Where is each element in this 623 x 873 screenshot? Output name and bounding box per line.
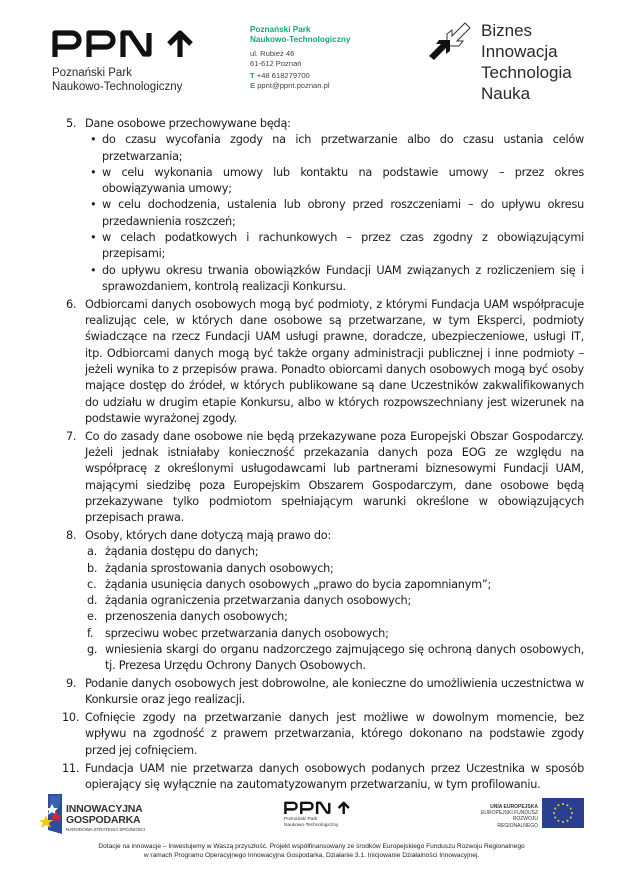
item-number: 10. — [62, 711, 80, 725]
phone-label: T — [250, 71, 255, 81]
contact-address — [250, 49, 350, 68]
rights-item — [85, 626, 584, 642]
rights-text: sprzeciwu wobec przetwarzania danych osobowych; — [105, 626, 389, 640]
rights-item — [85, 577, 584, 593]
ig-line1: INNOWACYJNA — [66, 803, 143, 815]
list-item-6 — [0, 297, 584, 427]
tagline-biznes: Biznes — [481, 21, 533, 40]
bullet-text: w celu dochodzenia, ustalenia lub obrony przed roszczeniami – do upływu okresu przedawnienia roszczeń; — [102, 198, 584, 228]
rights-label: b. — [87, 561, 98, 575]
bullet-icon: • — [90, 165, 97, 179]
bullet-item — [85, 263, 584, 296]
stars-flag-icon — [36, 794, 66, 836]
ppnt-small-sub2: Naukowo-Technologiczny — [284, 823, 339, 828]
phone-value: +48 618279700 — [256, 71, 310, 81]
item-text: Odbiorcami danych osobowych mogą być podmioty, z którymi Fundacja UAM współpracuje realizując cele, w których dane osobowe są przetwarzane, w tym Eksperci, podmioty świadczące na rzecz Fundacji UAM usługi prawne, doradcze, ubezpieczeniowe, usługi IT, itp. Odbiorcami danych mogą być także organy administracji publicznej i inne podmioty – jeżeli wynika to z przepisów prawa. Ponadto obiorcami danych osobowych mogą być osoby mające dostęp do źródeł, w których publikowane są dane Uczestników zakwalifikowanych do udziału w drugim etapie Konkursu, albo w których rozpowszechniany jest wizerunek na podstawie wyrażonej zgody. — [85, 297, 584, 425]
bullet-item — [85, 197, 584, 230]
item-number: 6. — [66, 297, 77, 311]
bullet-item — [85, 132, 584, 165]
logo-subtitle-line2: Naukowo-Technologiczny — [52, 81, 183, 93]
item-number: 9. — [66, 677, 77, 691]
contact-block — [250, 25, 350, 90]
item-text: Osoby, których dane dotyczą mają prawo do: — [85, 528, 331, 542]
bullet-icon: • — [90, 133, 97, 147]
rights-label: g. — [87, 643, 98, 656]
bullet-text: w celu wykonania umowy lub kontaktu na podstawie umowy – przez okres obowiązywania umowy; — [102, 165, 584, 196]
bullet-item — [85, 165, 584, 198]
item-number: 5. — [66, 117, 77, 130]
list-item-10 — [0, 710, 584, 759]
rights-text: żądania ograniczenia przetwarzania danych osobowych; — [105, 594, 411, 608]
bullet-text: do czasu wycofania zgody na ich przetwarzanie albo do czasu ustania celów przetwarzania; — [102, 133, 584, 163]
item-text: Fundacja UAM nie przetwarza danych osobowych podanych przez Uczestnika w sposób opierający się wyłącznie na zautomatyzowanym przetwarzaniu, w tym profilowaniu. — [85, 761, 584, 791]
eu-flag-icon — [542, 798, 584, 828]
list-item-9 — [0, 676, 584, 709]
contact-email — [250, 81, 350, 91]
list-item-7 — [0, 429, 584, 527]
tagline-technologia: Technologia — [481, 63, 572, 82]
bullet-list — [85, 132, 584, 295]
ppnt-logo-subtitle — [52, 66, 182, 94]
eu-logo-text — [478, 804, 538, 829]
email-label: E — [250, 80, 256, 90]
rights-label: e. — [87, 610, 98, 624]
tagline-nauka: Nauka — [481, 84, 531, 103]
rights-item — [85, 642, 584, 675]
item-number: 8. — [66, 528, 77, 542]
contact-org-line1: Poznański Park — [250, 25, 311, 34]
ppnt-small-subtitle — [284, 817, 338, 829]
list-item-8 — [0, 528, 584, 675]
contact-org — [250, 25, 350, 45]
funding-note-line1: Dotacje na innowacje – Inwestujemy w Waszą przyszłość. Projekt współfinansowany ze środków Europejskiego Funduszu Rozwoju Regionalnego — [98, 843, 525, 850]
contact-phone — [250, 71, 350, 81]
contact-org-line2: Naukowo-Technologiczny — [250, 35, 351, 44]
rights-item — [85, 561, 584, 577]
contact-city: 61-612 Poznań — [250, 58, 302, 68]
tagline — [481, 20, 572, 104]
list-item-5 — [0, 116, 584, 295]
ppnt-small-sub1: Poznański Park — [284, 817, 318, 822]
item-number: 7. — [66, 429, 77, 443]
funding-note — [0, 842, 623, 860]
eu-line2: EUROPEJSKI FUNDUSZ — [481, 810, 538, 817]
rights-text: wniesienia skargi do organu nadzorczego zajmującego się ochroną danych osobowych, tj. Prezesa Urzędu Ochrony Danych Osobowych. — [105, 643, 584, 673]
letterhead-footer — [0, 786, 623, 873]
tagline-innowacja: Innowacja — [481, 42, 558, 61]
item-text: Cofnięcie zgody na przetwarzanie danych jest możliwe w dowolnym momencie, bez wpływu na zgodność z prawem przetwarzania, którego dokonano na podstawie zgody przed jej cofnięciem. — [85, 711, 584, 757]
rights-text: przenoszenia danych osobowych; — [105, 610, 288, 624]
rights-text: żądania usunięcia danych osobowych „prawo do bycia zapomnianym”; — [105, 577, 492, 591]
ig-line2: GOSPODARKA — [66, 814, 141, 826]
item-text: Co do zasady dane osobowe nie będą przekazywane poza Europejski Obszar Gospodarczy. Jeżeli jednak istniałaby konieczność przekazania danych poza EOG ze względu na współpracę z określonymi usługodawcami lub partnerami biznesowymi Fundacji UAM, mającymi siedzibę poza Europejskim Obszarem Gospodarczym, dane osobowe będą przekazywane tylko podmiotom spełniającym warunki określone w obowiązujących przepisach prawa. — [85, 429, 584, 525]
document-body — [0, 116, 623, 795]
rights-label: c. — [87, 577, 97, 591]
rights-item — [85, 593, 584, 609]
rights-list — [85, 544, 584, 674]
rights-text: żądania sprostowania danych osobowych; — [105, 561, 334, 575]
ig-line3: NARODOWA STRATEGIA SPÓJNOŚCI — [66, 827, 145, 832]
ppnt-logo-icon — [52, 28, 202, 58]
rights-text: żądania dostępu do danych; — [105, 545, 259, 559]
bullet-icon: • — [90, 263, 97, 277]
item-text: Podanie danych osobowych jest dobrowolne, ale konieczne do umożliwienia uczestnictwa w Konkursie oraz jego realizacji. — [85, 677, 584, 707]
ig-logo-text — [66, 804, 145, 833]
funding-note-line2: w ramach Programu Operacyjnego Innowacyjna Gospodarka, Działanie 3.1. Inicjowanie Działalności Innowacyjnej. — [143, 852, 480, 859]
letterhead-header — [0, 0, 623, 112]
bullet-text: w celach podatkowych i rachunkowych – przez czas zgodny z obowiązującymi przepisami; — [102, 231, 584, 261]
arrows-icon — [425, 20, 473, 64]
contact-phone-email — [250, 71, 350, 90]
item-number: 11. — [62, 761, 80, 775]
rights-item — [85, 544, 584, 560]
rights-label: a. — [87, 545, 98, 559]
rights-label: d. — [87, 594, 98, 608]
item-text: Dane osobowe przechowywane będą: — [85, 117, 291, 130]
ppnt-small-logo-icon — [284, 800, 354, 815]
contact-street: ul. Rubież 46 — [250, 49, 295, 58]
rights-label: f. — [87, 626, 94, 640]
eu-line1: UNIA EUROPEJSKA — [490, 804, 538, 810]
rights-item — [85, 609, 584, 625]
bullet-icon: • — [90, 231, 97, 245]
eu-line3: ROZWOJU REGIONALNEGO — [497, 816, 538, 829]
bullet-icon: • — [90, 198, 97, 212]
bullet-item — [85, 230, 584, 263]
logo-subtitle-line1: Poznański Park — [52, 67, 132, 79]
email-link[interactable]: ppnt@ppnt.poznan.pl — [257, 80, 330, 90]
innowacyjna-gospodarka-logo — [36, 794, 156, 834]
bullet-text: do upływu okresu trwania obowiązków Fundacji UAM związanych z rozliczeniem się i sprawozdaniem, kontrolą realizacji Konkursu. — [102, 263, 584, 293]
